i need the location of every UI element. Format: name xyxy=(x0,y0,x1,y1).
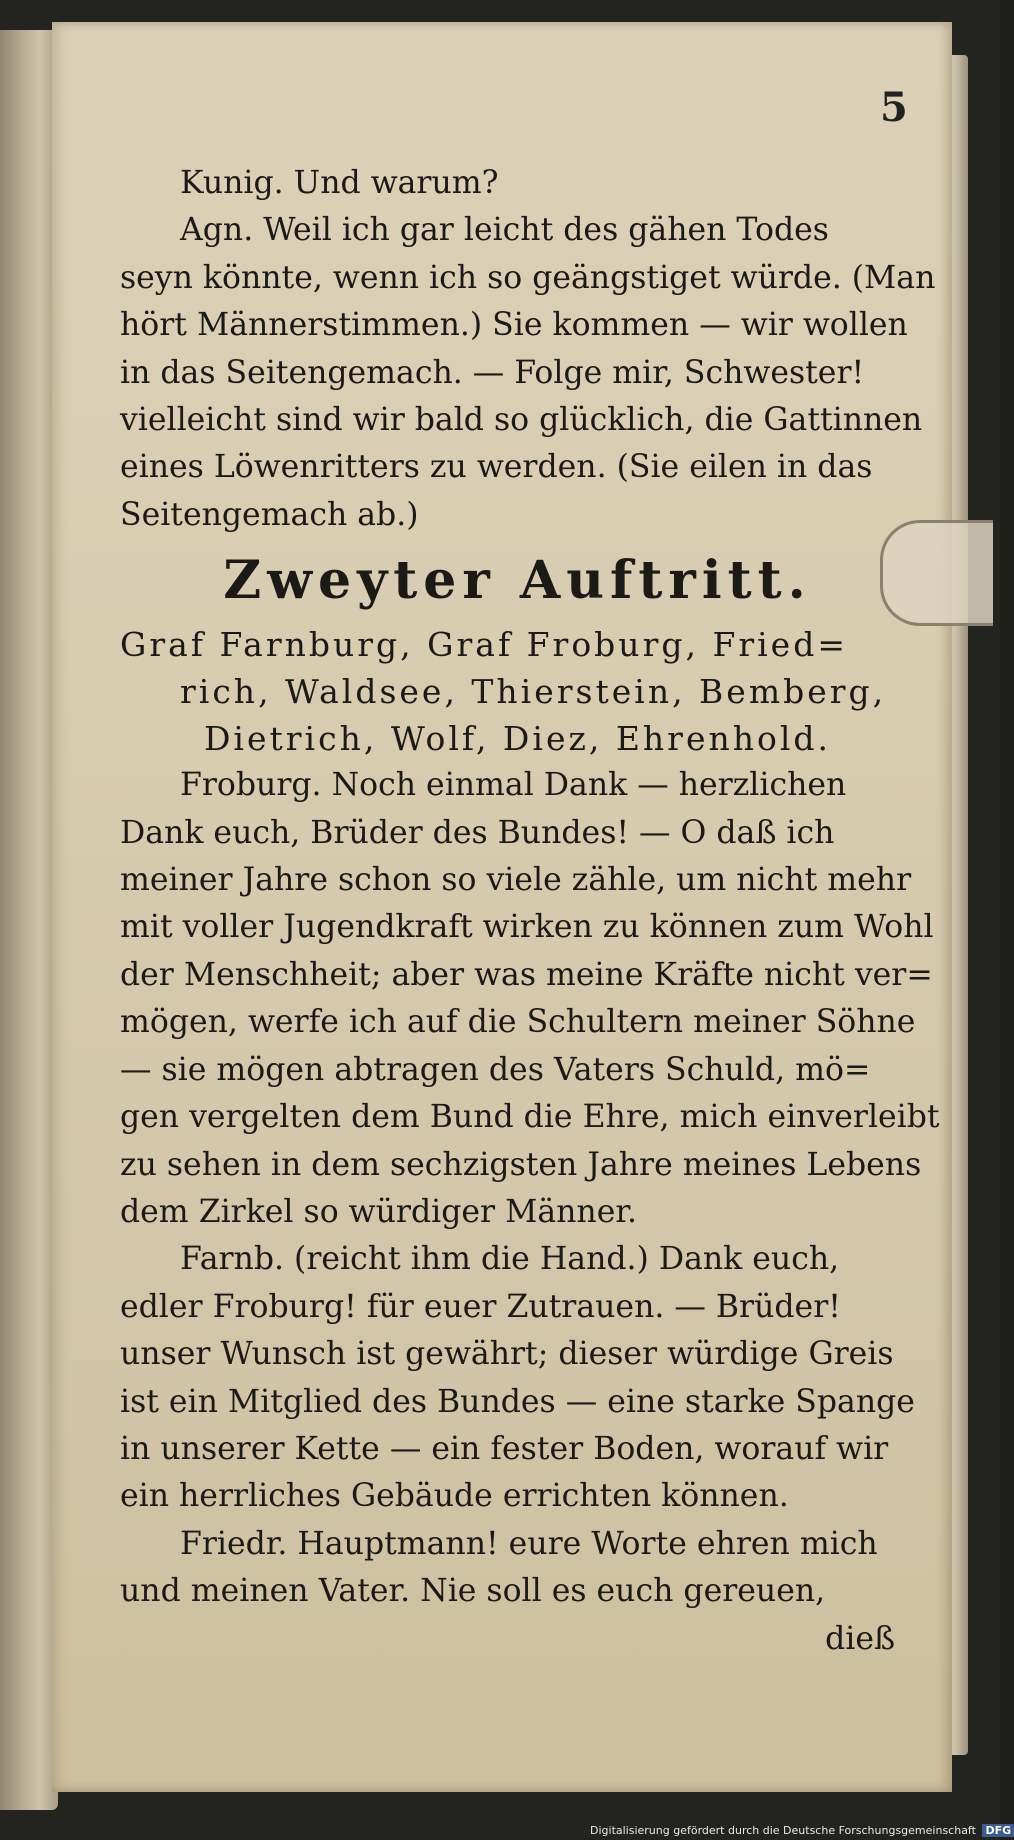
catchword: dieß xyxy=(825,1620,895,1657)
text-line: Farnb. (reicht ihm die Hand.) Dank euch, xyxy=(180,1241,840,1278)
text-line: dem Zirkel so würdiger Männer. xyxy=(120,1193,637,1230)
cast-line: Graf Farnburg, Graf Froburg, Fried= xyxy=(120,625,848,665)
text-line: Agn. Weil ich gar leicht des gähen Todes xyxy=(180,212,829,249)
text-line: Kunig. Und warum? xyxy=(180,165,499,201)
text-line: in das Seitengemach. — Folge mir, Schwester! xyxy=(120,354,865,391)
book-left-page-edge xyxy=(0,30,58,1810)
text-line: edler Froburg! für euer Zutrauen. — Brüder! xyxy=(120,1288,841,1325)
text-line: unser Wunsch ist gewährt; dieser würdige Greis xyxy=(120,1336,894,1373)
text-line: in unserer Kette — ein fester Boden, worauf wir xyxy=(120,1430,889,1467)
scene-heading: Zweyter Auftritt. xyxy=(223,550,812,612)
text-line: ist ein Mitglied des Bundes — eine starke Spange xyxy=(120,1383,915,1420)
text-line: Friedr. Hauptmann! eure Worte ehren mich xyxy=(180,1525,878,1562)
text-line: ein herrliches Gebäude errichten können. xyxy=(120,1478,789,1515)
text-line: gen vergelten dem Bund die Ehre, mich einverleibt xyxy=(120,1099,940,1136)
text-line: — sie mögen abtragen des Vaters Schuld, mö= xyxy=(120,1051,871,1088)
credit-text: Digitalisierung gefördert durch die Deutsche Forschungsgemeinschaft xyxy=(590,1824,976,1837)
text-line: Seitengemach ab.) xyxy=(120,496,419,533)
text-line: eines Löwenritters zu werden. (Sie eilen in das xyxy=(120,449,873,486)
text-line: mit voller Jugendkraft wirken zu können zum Wohl xyxy=(120,909,934,946)
text-line: hört Männerstimmen.) Sie kommen — wir wollen xyxy=(120,307,908,344)
cast-line: Dietrich, Wolf, Diez, Ehrenhold. xyxy=(203,719,832,759)
text-line: vielleicht sind wir bald so glücklich, die Gattinnen xyxy=(120,402,923,439)
text-line: zu sehen in dem sechzigsten Jahre meines Lebens xyxy=(120,1146,922,1183)
digitization-credit xyxy=(590,1824,1012,1837)
text-line: und meinen Vater. Nie soll es euch gereuen, xyxy=(120,1573,826,1610)
page-text xyxy=(120,160,940,1663)
text-line: Dank euch, Brüder des Bundes! — O daß ich xyxy=(120,814,835,851)
text-line: mögen, werfe ich auf die Schultern meiner Söhne xyxy=(120,1004,916,1041)
text-line: meiner Jahre schon so viele zähle, um nicht mehr xyxy=(120,862,912,899)
text-line: der Menschheit; aber was meine Kräfte nicht ver= xyxy=(120,956,933,993)
text-line: seyn könnte, wenn ich so geängstiget würde. (Man xyxy=(120,259,936,296)
page-number: 5 xyxy=(880,84,908,131)
text-line: Froburg. Noch einmal Dank — herzlichen xyxy=(180,767,847,804)
cast-line: rich, Waldsee, Thierstein, Bemberg, xyxy=(180,672,887,712)
dfg-logo: DFG xyxy=(982,1824,1014,1837)
